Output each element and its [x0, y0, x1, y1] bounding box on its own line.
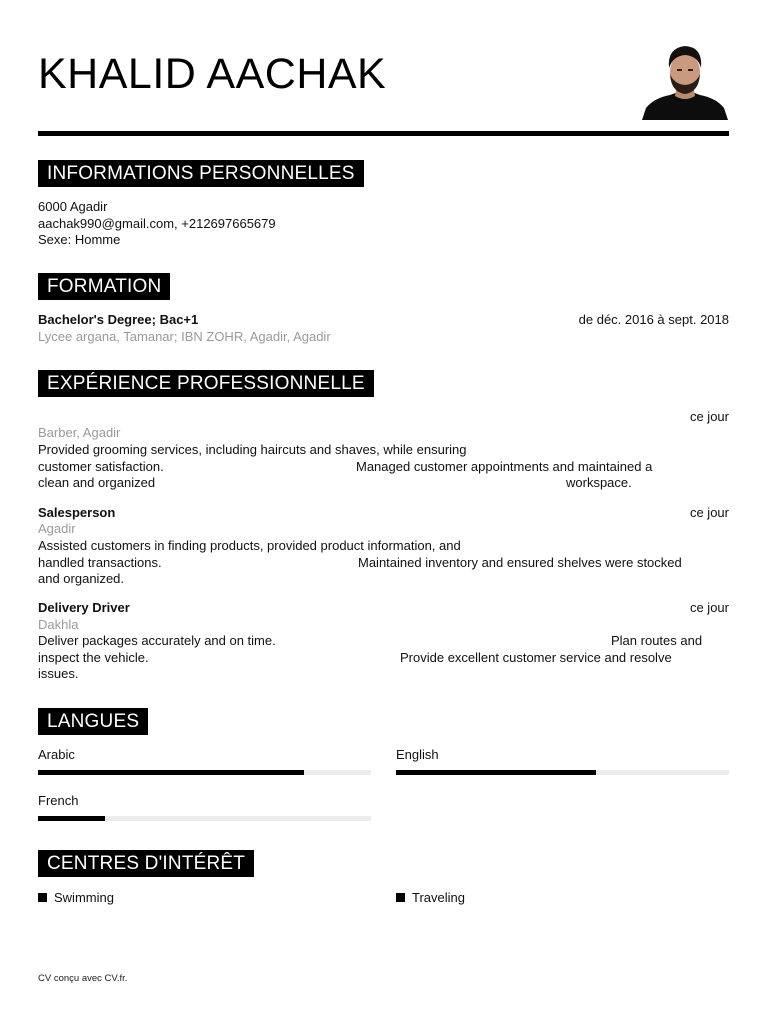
job-location: Barber, Agadir — [38, 425, 121, 440]
language-level-fill — [396, 770, 596, 775]
gender-text: Sexe: Homme — [38, 232, 121, 247]
job-desc-line: clean and organized — [38, 475, 156, 490]
job-desc-line: issues. — [38, 666, 79, 681]
section-title-personal: INFORMATIONS PERSONNELLES — [38, 160, 364, 187]
header-divider — [38, 131, 729, 136]
job-role: Salesperson — [38, 505, 116, 520]
job-desc-line: Deliver packages accurately and on time. — [38, 633, 276, 648]
job-date: ce jour — [689, 409, 729, 424]
job-desc-line: Plan routes and — [611, 633, 703, 648]
job-description — [38, 633, 729, 683]
job-desc-line: handled transactions. — [38, 554, 162, 570]
section-title-experience: EXPÉRIENCE PROFESSIONNELLE — [38, 370, 374, 397]
education-degree: Bachelor's Degree; Bac+1 — [38, 312, 199, 327]
section-title-interests: CENTRES D'INTÉRÊT — [38, 850, 254, 877]
interest-item — [38, 890, 114, 905]
candidate-name: KHALID AACHAK — [38, 50, 387, 98]
interest-label: Swimming — [54, 890, 114, 905]
person-photo-icon — [640, 38, 730, 120]
job-description — [38, 538, 729, 588]
language-level-fill — [38, 770, 304, 775]
profile-photo — [640, 38, 730, 120]
job-desc-line: Maintained inventory and ensured shelves were stocked — [358, 554, 682, 570]
square-bullet-icon — [38, 893, 47, 902]
section-title-education: FORMATION — [38, 273, 170, 300]
interest-label: Traveling — [412, 890, 465, 905]
job-desc-line: Assisted customers in finding products, provided product information, and — [38, 538, 461, 553]
job-date: ce jour — [689, 505, 729, 520]
interest-item — [396, 890, 465, 905]
language-level-bar — [38, 770, 371, 775]
job-desc-line: customer satisfaction. — [38, 458, 164, 474]
job-desc-line: and organized. — [38, 571, 125, 586]
job-desc-line: workspace. — [566, 475, 632, 490]
education-dates: de déc. 2016 à sept. 2018 — [578, 312, 729, 327]
language-name: Arabic — [38, 747, 75, 762]
job-desc-line: Managed customer appointments and maintained a — [356, 458, 653, 474]
job-location: Dakhla — [38, 617, 79, 632]
language-level-fill — [38, 816, 105, 821]
job-location: Agadir — [38, 521, 76, 536]
education-school: Lycee argana, Tamanar; IBN ZOHR, Agadir, Agadir — [38, 329, 331, 344]
language-level-bar — [396, 770, 729, 775]
language-name: English — [396, 747, 439, 762]
job-role: Delivery Driver — [38, 600, 130, 615]
square-bullet-icon — [396, 893, 405, 902]
job-desc-line: inspect the vehicle. — [38, 649, 149, 665]
job-desc-line: Provided grooming services, including haircuts and shaves, while ensuring — [38, 442, 467, 457]
language-level-bar — [38, 816, 371, 821]
job-desc-line: Provide excellent customer service and resolve — [400, 649, 672, 665]
contact-text: aachak990@gmail.com, +212697665679 — [38, 216, 276, 231]
job-date: ce jour — [689, 600, 729, 615]
footer-credit: CV conçu avec CV.fr. — [38, 973, 128, 984]
language-name: French — [38, 793, 79, 808]
section-title-languages: LANGUES — [38, 708, 148, 735]
job-description — [38, 442, 729, 492]
address-text: 6000 Agadir — [38, 199, 108, 214]
